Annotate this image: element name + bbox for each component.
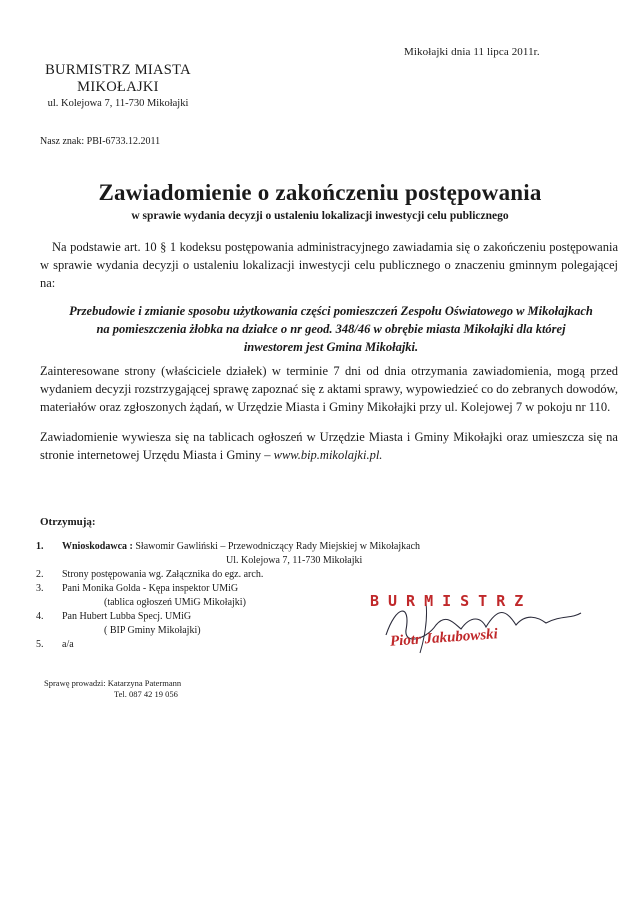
document-title: Zawiadomienie o zakończeniu postępowania [98,180,542,205]
recipient-text: a/a [62,639,74,650]
recipient-number: 1. [36,541,44,552]
reference-number: Nasz znak: PBI-6733.12.2011 [40,136,161,147]
case-handler-name: Sprawę prowadzi: Katarzyna Patermann [44,678,182,688]
project-line-1: Przebudowie i zmianie sposobu użytkowania części pomieszczeń Zespołu Oświatowego w Mikołajkach [69,304,593,318]
recipient-item [36,638,420,652]
recipient-text: Pani Monika Golda - Kępa inspektor UMiG [62,583,239,594]
recipient-address: Ul. Kolejowa 7, 11-730 Mikołajki [226,555,363,566]
sender-title: BURMISTRZ MIASTA [45,62,191,78]
project-line-2: na pomieszczenia żłobka na działce o nr geod. 348/46 w obrębie miasta Mikołajki dla której [96,322,566,336]
recipient-item [36,568,420,582]
recipient-text: Pan Hubert Lubba Specj. UMiG [62,611,192,622]
recipient-number: 5. [36,639,44,650]
recipient-number: 2. [36,569,44,580]
case-handler-footer [44,678,181,700]
recipient-note: ( BIP Gminy Mikołajki) [104,625,201,636]
project-description [36,302,626,356]
recipients-heading: Otrzymują: [40,516,96,528]
sender-block [28,62,208,111]
recipient-number: 3. [36,583,44,594]
recipient-text: Sławomir Gawliński – Przewodniczący Rady Miejskiej w Mikołajkach [132,541,421,552]
recipient-text: Strony postępowania wg. Załącznika do egz. arch. [62,569,264,580]
bip-link[interactable]: www.bip.mikolajki.pl. [273,448,383,462]
case-handler-phone: Tel. 087 42 19 056 [114,689,178,699]
publication-text: Zawiadomienie wywiesza się na tablicach ogłoszeń w Urzędzie Miasta i Gminy Mikołajki oraz umieszcza się na stronie internetowej Urzędu Miasta i Gminy – [40,430,618,462]
recipient-note: (tablica ogłoszeń UMiG Mikołajki) [104,597,246,608]
paragraph-parties: Zainteresowane strony (właściciele działek) w terminie 7 dni od dnia otrzymania zawiadomienia, mogą przed wydaniem decyzji rozstrzygającej sprawę zapoznać się z aktami sprawy, wypowiedzieć co do zebranych dowodów, materiałów oraz zgłoszonych żądań, w Urzędzie Miasta i Gminy Mikołajki przy ul. Kolejowej 7 w pokoju nr 110. [40,364,618,414]
sender-city: MIKOŁAJKI [77,79,159,95]
document-date: Mikołajki dnia 11 lipca 2011r. [404,46,540,58]
recipient-number: 4. [36,611,44,622]
recipients-list [36,540,420,652]
document-subtitle: w sprawie wydania decyzji o ustaleniu lokalizacji inwestycji celu publicznego [131,210,509,222]
recipient-item [36,582,420,610]
paragraph-publication [40,428,618,464]
official-stamp-name: Piotr Jakubowski [389,626,499,650]
sender-address: ul. Kolejowa 7, 11-730 Mikołajki [47,98,189,109]
paragraph-legal-basis: Na podstawie art. 10 § 1 kodeksu postępowania administracyjnego zawiadamia się o zakończeniu postępowania w sprawie wydania decyzji o ustaleniu lokalizacji inwestycji celu publicznego o znaczeniu gminnym polegającej na: [40,240,618,290]
recipient-role: Wnioskodawca : [62,541,133,552]
project-line-3: inwestorem jest Gmina Mikołajki. [243,340,419,354]
recipient-item [36,540,420,568]
recipient-item [36,610,420,638]
official-stamp-title: BURMISTRZ [370,592,533,610]
